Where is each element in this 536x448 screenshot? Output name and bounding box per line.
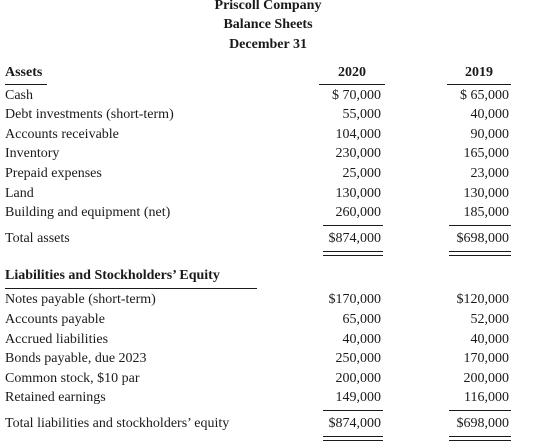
column-year-2: 2019: [465, 65, 493, 80]
asset-row-value-y2: 90,000: [470, 127, 509, 142]
asset-row-value-y1: 260,000: [335, 205, 381, 220]
liability-row-value-y2: $120,000: [456, 292, 509, 307]
liability-row-value-y2: 200,000: [463, 371, 509, 386]
liability-row-label: Notes payable (short-term): [5, 292, 156, 307]
assets-subtotal-rule-y2: [449, 225, 511, 226]
asset-row-label: Inventory: [5, 146, 60, 161]
liability-row-value-y2: 116,000: [464, 390, 509, 405]
asset-row-value-y1: 230,000: [335, 146, 381, 161]
liability-row-value-y1: 250,000: [335, 351, 381, 366]
asset-row-value-y1: 104,000: [335, 127, 381, 142]
asset-row-value-y2: $ 65,000: [460, 88, 509, 103]
asset-row-value-y1: 130,000: [335, 186, 381, 201]
liability-row-label: Common stock, $10 par: [5, 371, 140, 386]
liabilities-heading-rule: [5, 288, 257, 289]
assets-heading: Assets: [5, 65, 43, 80]
liability-row-label: Bonds payable, due 2023: [5, 351, 147, 366]
liability-row-label: Accrued liabilities: [5, 332, 109, 347]
liability-row-value-y2: 40,000: [470, 332, 509, 347]
statement-title: Balance Sheets: [223, 17, 313, 32]
column-year-1-rule: [319, 84, 385, 85]
asset-row-value-y2: 165,000: [463, 146, 509, 161]
asset-row-value-y1: 55,000: [342, 107, 381, 122]
column-year-1: 2020: [338, 65, 366, 80]
assets-heading-rule: [5, 84, 47, 85]
liabilities-heading: Liabilities and Stockholders’ Equity: [5, 268, 220, 283]
asset-row-label: Prepaid expenses: [5, 166, 102, 181]
total-liabilities-double-rule-y2: [449, 436, 511, 441]
asset-row-label: Cash: [5, 88, 33, 103]
total-liabilities-double-rule-y1: [323, 436, 383, 441]
asset-row-value-y2: 40,000: [470, 107, 509, 122]
asset-row-value-y1: 25,000: [342, 166, 381, 181]
liability-row-value-y2: 52,000: [470, 312, 509, 327]
assets-subtotal-rule-y1: [323, 225, 383, 226]
total-liabilities-equity-value-y1: $874,000: [328, 416, 381, 431]
total-assets-value-y1: $874,000: [328, 231, 381, 246]
company-name: Priscoll Company: [214, 0, 322, 13]
column-year-2-rule: [447, 84, 511, 85]
liability-row-value-y1: 65,000: [342, 312, 381, 327]
asset-row-label: Accounts receivable: [5, 127, 119, 142]
liability-row-value-y2: 170,000: [463, 351, 509, 366]
liability-row-value-y1: 40,000: [342, 332, 381, 347]
asset-row-value-y2: 185,000: [463, 205, 509, 220]
total-assets-double-rule-y1: [323, 251, 383, 256]
statement-date: December 31: [229, 37, 307, 52]
total-liabilities-equity-label: Total liabilities and stockholders’ equity: [5, 416, 230, 431]
liabilities-subtotal-rule-y2: [449, 410, 511, 411]
asset-row-label: Land: [5, 186, 34, 201]
asset-row-label: Building and equipment (net): [5, 205, 171, 220]
liability-row-value-y1: 149,000: [335, 390, 381, 405]
total-liabilities-equity-value-y2: $698,000: [456, 416, 509, 431]
asset-row-label: Debt investments (short-term): [5, 107, 174, 122]
liability-row-label: Accounts payable: [5, 312, 105, 327]
liability-row-value-y1: $170,000: [328, 292, 381, 307]
asset-row-value-y2: 23,000: [470, 166, 509, 181]
total-assets-double-rule-y2: [449, 251, 511, 256]
total-assets-value-y2: $698,000: [456, 231, 509, 246]
total-assets-label: Total assets: [5, 231, 70, 246]
asset-row-value-y1: $ 70,000: [332, 88, 381, 103]
asset-row-value-y2: 130,000: [463, 186, 509, 201]
liability-row-label: Retained earnings: [5, 390, 106, 405]
liabilities-subtotal-rule-y1: [323, 410, 383, 411]
liability-row-value-y1: 200,000: [335, 371, 381, 386]
